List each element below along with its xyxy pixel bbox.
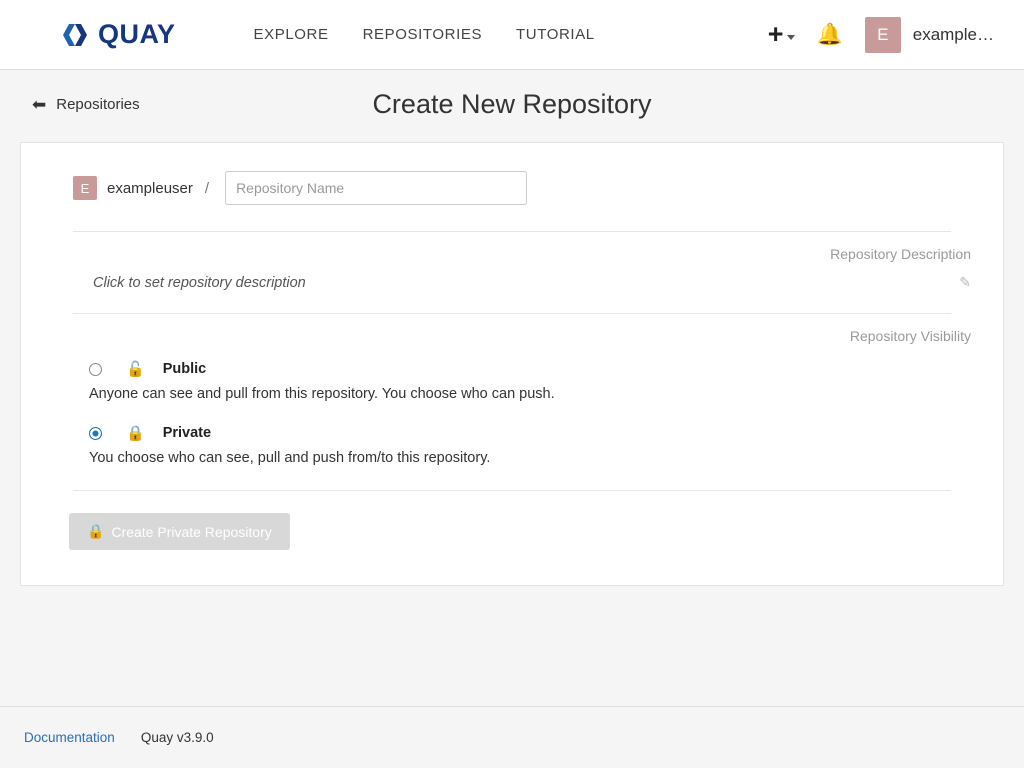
create-repository-card xyxy=(20,142,1004,586)
quay-logo[interactable] xyxy=(60,19,176,50)
chevron-down-icon xyxy=(787,35,795,40)
user-name-label: example… xyxy=(912,24,994,44)
visibility-option-public[interactable] xyxy=(89,360,971,378)
namespace-avatar: E xyxy=(73,176,97,200)
lock-icon: 🔒 xyxy=(126,425,145,442)
back-to-repositories-link[interactable] xyxy=(32,96,140,113)
description-placeholder[interactable]: Click to set repository description xyxy=(93,274,306,291)
visibility-options xyxy=(53,344,971,490)
avatar: E xyxy=(865,17,901,53)
plus-icon: + xyxy=(767,19,784,49)
visibility-public-description: Anyone can see and pull from this repository. You choose who can push. xyxy=(89,386,555,402)
user-menu[interactable] xyxy=(865,17,994,53)
visibility-option-private[interactable] xyxy=(89,424,971,442)
pencil-square-icon[interactable]: ✎ xyxy=(959,274,971,290)
brand-text: QUAY xyxy=(98,19,176,49)
create-repository-button[interactable] xyxy=(69,513,290,550)
description-row[interactable] xyxy=(53,262,971,313)
top-navbar xyxy=(0,0,1024,70)
documentation-link[interactable]: Documentation xyxy=(24,730,115,745)
repository-name-input[interactable] xyxy=(225,171,527,205)
bell-icon[interactable]: 🔔 xyxy=(816,22,843,46)
create-menu-button[interactable] xyxy=(768,21,795,48)
visibility-public-label: Public xyxy=(162,361,207,377)
nav-item-repositories[interactable]: REPOSITORIES xyxy=(362,26,483,43)
namespace-separator: / xyxy=(204,179,210,197)
lock-icon: 🔒 xyxy=(87,523,105,539)
page-footer xyxy=(0,706,1024,768)
repository-name-row xyxy=(53,143,971,231)
quay-logo-icon xyxy=(60,20,90,50)
visibility-private-label: Private xyxy=(162,425,212,441)
page-title: Create New Repository xyxy=(372,88,652,119)
unlock-icon: 🔓 xyxy=(126,361,145,378)
description-section-label: Repository Description xyxy=(830,246,971,262)
visibility-section-label: Repository Visibility xyxy=(849,328,971,344)
page-header xyxy=(0,70,1024,138)
namespace-label[interactable]: exampleuser xyxy=(107,179,193,197)
create-repository-button-label: Create Private Repository xyxy=(111,523,272,540)
nav-right-group xyxy=(768,17,994,53)
radio-private[interactable] xyxy=(89,427,102,440)
nav-item-explore[interactable]: EXPLORE xyxy=(253,26,329,43)
nav-links xyxy=(254,26,595,43)
divider xyxy=(73,490,951,491)
nav-item-tutorial[interactable]: TUTORIAL xyxy=(516,26,595,43)
version-label: Quay v3.9.0 xyxy=(140,730,214,745)
arrow-left-icon: ⬅ xyxy=(32,94,47,114)
visibility-private-description: You choose who can see, pull and push from/to this repository. xyxy=(89,450,491,466)
back-label: Repositories xyxy=(56,95,140,113)
radio-public[interactable] xyxy=(89,363,102,376)
